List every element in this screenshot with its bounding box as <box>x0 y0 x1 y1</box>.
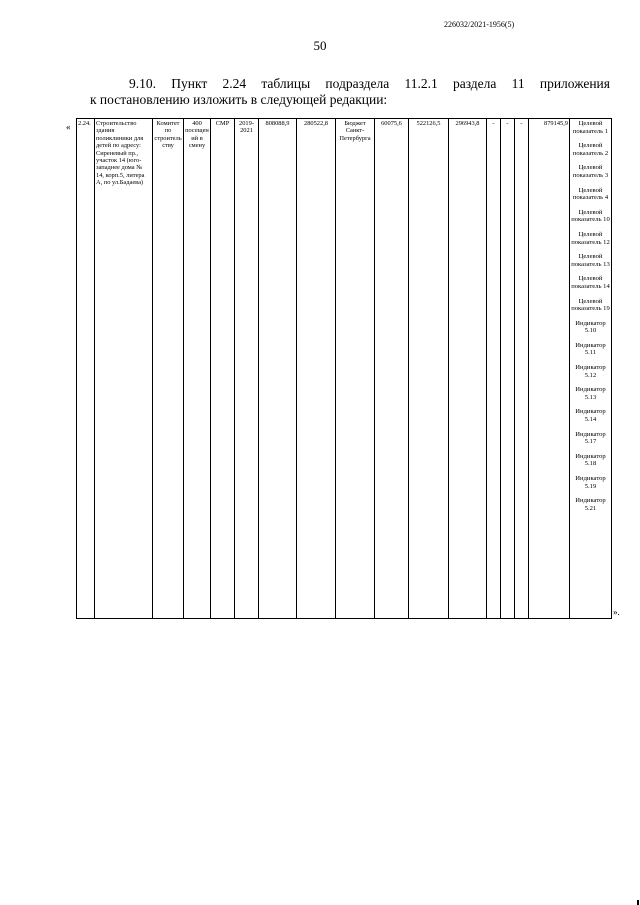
cell-total-cost: 808088,9 <box>259 119 297 619</box>
cell-indicators <box>570 119 612 619</box>
indicator-item: Целевой показатель 19 <box>571 297 610 313</box>
indicator-item: Целевой показатель 13 <box>571 253 610 268</box>
indicator-item: Индикатор 5.11 <box>575 341 606 357</box>
amendment-paragraph <box>90 76 610 108</box>
paragraph-line-1: 9.10. Пункт 2.24 таблицы подраздела 11.2.1 раздела 11 приложения <box>129 76 610 91</box>
cell-stage: СМР <box>211 119 235 619</box>
indicator-item: Индикатор 5.12 <box>575 364 606 379</box>
cell-prev-financing: 280522,8 <box>297 119 336 619</box>
cell-2019: 60075,6 <box>375 119 409 619</box>
cell-2021: 296943,8 <box>449 119 487 619</box>
opening-quote: « <box>66 122 71 132</box>
cell-object-name: Строительство здания поликлиники для детей по адресу: Сиреневый пр., участок 14 (юго-западнее дома № 14, корп.5, литера А, по ул.Бадаева) <box>95 119 153 619</box>
closing-quote: ». <box>613 607 620 617</box>
page-number: 50 <box>313 38 327 53</box>
indicator-item: Целевой показатель 10 <box>571 208 610 224</box>
cell-executor: Комитет по строительству <box>153 119 184 619</box>
indicator-item: Целевой показатель 14 <box>571 275 610 290</box>
indicator-item: Целевой показатель 1 <box>572 120 609 135</box>
paragraph-line-2: к постановлению изложить в следующей редакции: <box>90 92 388 107</box>
cell-number: 2.24. <box>77 119 95 619</box>
indicator-item: Индикатор 5.21 <box>575 497 606 512</box>
cell-2023: - <box>501 119 515 619</box>
indicator-item: Индикатор 5.18 <box>575 452 606 468</box>
indicator-item: Индикатор 5.13 <box>575 386 606 401</box>
indicator-item: Целевой показатель 4 <box>572 186 609 202</box>
table-row <box>77 119 612 619</box>
cell-2024: - <box>515 119 529 619</box>
indicator-item: Целевой показатель 3 <box>572 164 609 179</box>
indicator-item: Индикатор 5.17 <box>575 430 606 446</box>
indicator-item: Целевой показатель 12 <box>571 230 610 246</box>
cell-2022: - <box>487 119 501 619</box>
cell-total-plan: 879145,9 <box>529 119 570 619</box>
page-edge-mark <box>637 900 639 905</box>
cell-source: Бюджет Санкт-Петербурга <box>336 119 375 619</box>
program-table <box>76 118 612 619</box>
indicator-item: Индикатор 5.19 <box>575 475 606 490</box>
cell-period: 2019-2021 <box>235 119 259 619</box>
indicator-item: Индикатор 5.14 <box>575 408 606 424</box>
cell-2020: 522126,5 <box>409 119 449 619</box>
document-id: 226032/2021-1956(5) <box>444 20 515 29</box>
cell-capacity: 400 посещений в смену <box>184 119 211 619</box>
indicator-item: Индикатор 5.10 <box>575 319 606 335</box>
indicator-item: Целевой показатель 2 <box>572 142 609 157</box>
